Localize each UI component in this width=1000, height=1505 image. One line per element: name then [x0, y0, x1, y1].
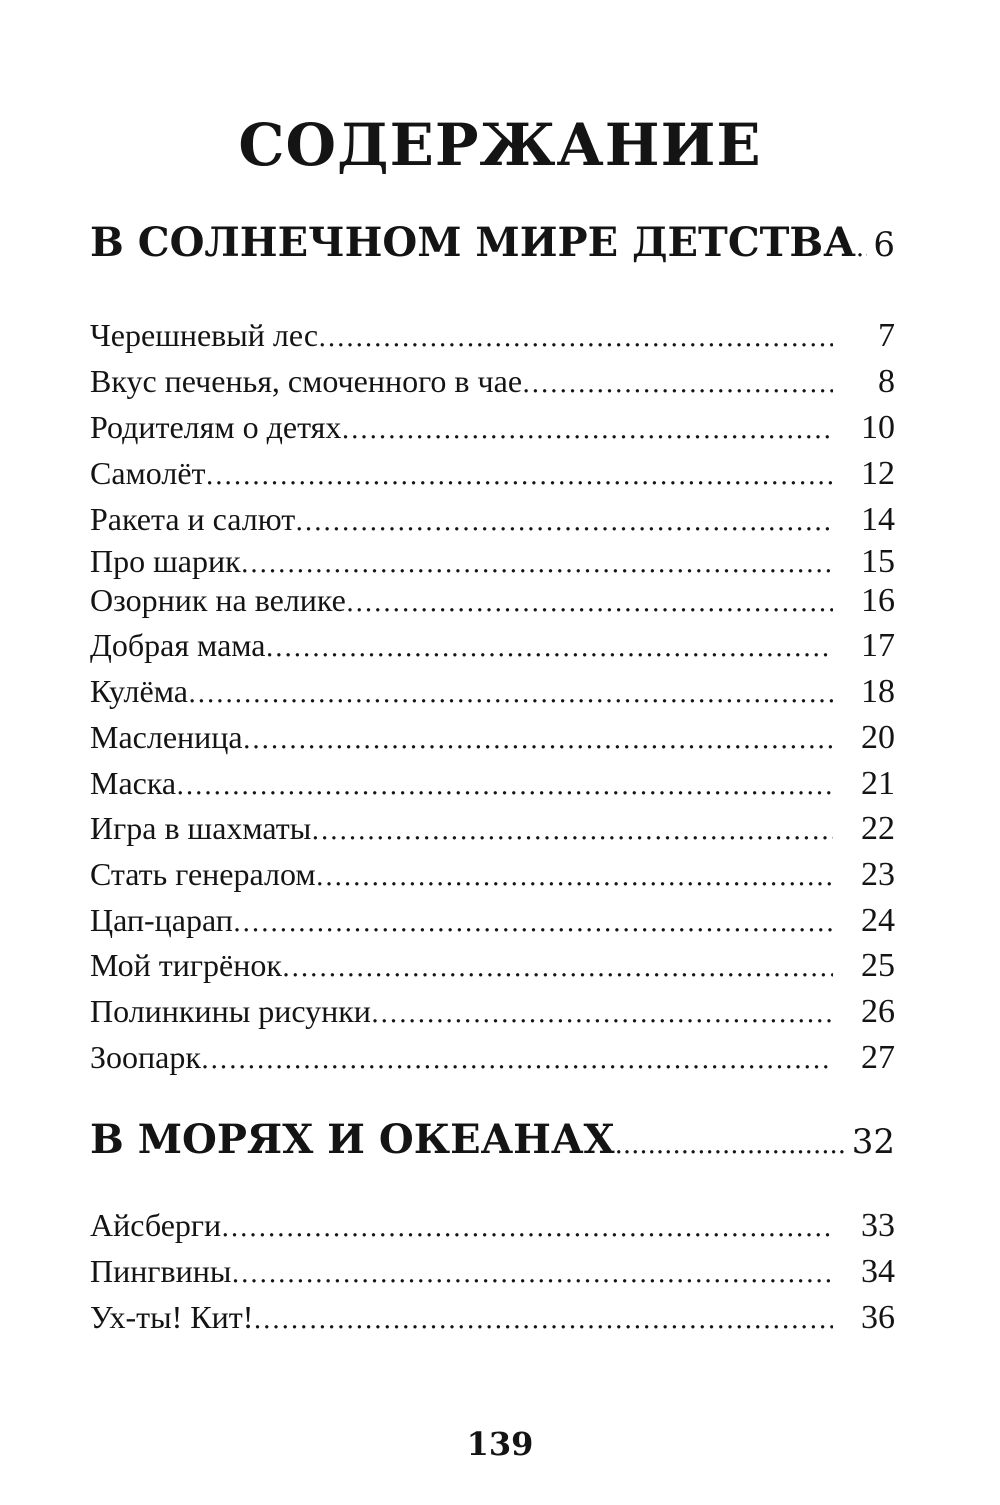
toc-entry — [90, 854, 895, 897]
entry-title: Цап-царап — [90, 902, 233, 938]
dot-leader — [522, 364, 833, 404]
toc-entry — [90, 453, 895, 496]
entry-page-number: 16 — [861, 582, 895, 619]
entry-page-number: 34 — [861, 1253, 895, 1290]
entry-page-number: 27 — [861, 1039, 895, 1076]
toc-entry — [90, 315, 895, 358]
toc-entry — [90, 763, 895, 806]
entry-page-number: 21 — [861, 765, 895, 802]
dot-leader — [311, 811, 833, 851]
entry-title: Зоопарк — [90, 1039, 201, 1075]
entry-page-number: 33 — [861, 1207, 895, 1244]
entry-page-number: 10 — [861, 409, 895, 446]
entry-title: Самолёт — [90, 455, 206, 491]
dot-leader — [241, 544, 833, 584]
entry-title: Айсберги — [90, 1207, 222, 1243]
dot-leader — [231, 1254, 833, 1294]
toc-entry — [90, 945, 895, 988]
section-page-number: 6 — [873, 225, 895, 265]
entry-title: Стать генералом — [90, 856, 316, 892]
section-title: В СОЛНЕЧНОМ МИРЕ ДЕТСТВА — [90, 219, 856, 266]
dot-leader — [221, 1208, 833, 1248]
entry-page-number: 15 — [861, 543, 895, 580]
toc-entry — [90, 361, 895, 404]
entry-page-number: 17 — [861, 627, 895, 664]
entry-title: Полинкины рисунки — [90, 993, 371, 1029]
toc-entry — [90, 808, 895, 851]
dot-leader — [856, 223, 868, 273]
entry-title: Кулёма — [90, 673, 188, 709]
entry-title: Ракета и салют — [90, 501, 296, 537]
toc-entry — [90, 1205, 895, 1248]
entry-title: Игра в шахматы — [90, 810, 312, 846]
entry-title: Мой тигрёнок — [90, 947, 282, 983]
entry-page-number: 12 — [861, 455, 895, 492]
toc-entry — [90, 499, 895, 542]
entry-title: Добрая мама — [90, 627, 266, 663]
entry-page-number: 36 — [861, 1299, 895, 1336]
toc-entry — [90, 1297, 895, 1340]
dot-leader — [188, 674, 833, 714]
entry-title: Про шарик — [90, 543, 241, 579]
dot-leader — [295, 502, 833, 542]
dot-leader — [233, 903, 833, 943]
dot-leader — [346, 583, 833, 623]
page-title: СОДЕРЖАНИЕ — [238, 111, 762, 179]
entry-title: Ух-ты! Кит! — [90, 1299, 254, 1335]
toc-entry — [90, 671, 895, 714]
toc-entry — [90, 625, 895, 668]
toc-entry — [90, 407, 895, 450]
entry-title: Пингвины — [90, 1253, 232, 1289]
toc-entry — [90, 580, 895, 623]
page-number: 139 — [466, 1425, 534, 1463]
toc-entry — [90, 900, 895, 943]
toc-entry — [90, 1251, 895, 1294]
dot-leader — [316, 857, 833, 897]
entry-page-number: 20 — [861, 719, 895, 756]
entry-title: Черешневый лес — [90, 317, 319, 353]
toc-entry — [90, 717, 895, 760]
toc-entry — [90, 991, 895, 1034]
dot-leader — [253, 1300, 833, 1340]
dot-leader — [206, 456, 833, 496]
dot-leader — [282, 948, 833, 988]
entry-title: Вкус печенья, смоченного в чае — [90, 363, 523, 399]
entry-page-number: 7 — [878, 317, 895, 354]
section-title: В МОРЯХ И ОКЕАНАХ — [90, 1116, 615, 1163]
entry-page-number: 18 — [861, 673, 895, 710]
dot-leader — [176, 766, 833, 806]
entry-title: Маска — [90, 765, 177, 801]
entry-title: Озорник на велике — [90, 582, 346, 618]
entry-title: Масленица — [90, 719, 243, 755]
entry-page-number: 14 — [861, 501, 895, 538]
toc-entry — [90, 541, 895, 584]
dot-leader — [318, 318, 833, 358]
section-heading-1 — [90, 218, 895, 273]
dot-leader — [371, 994, 833, 1034]
entry-page-number: 24 — [861, 902, 895, 939]
toc-entry — [90, 1037, 895, 1080]
entry-page-number: 22 — [861, 810, 895, 847]
entry-page-number: 8 — [878, 363, 895, 400]
dot-leader — [615, 1120, 846, 1170]
dot-leader — [243, 720, 833, 760]
entry-page-number: 23 — [861, 856, 895, 893]
section-heading-2 — [90, 1115, 895, 1170]
dot-leader — [201, 1040, 833, 1080]
entry-title: Родителям о детях — [90, 409, 342, 445]
entry-page-number: 26 — [861, 993, 895, 1030]
dot-leader — [266, 628, 834, 668]
dot-leader — [341, 410, 833, 450]
section-page-number: 32 — [851, 1122, 895, 1162]
entry-page-number: 25 — [861, 947, 895, 984]
